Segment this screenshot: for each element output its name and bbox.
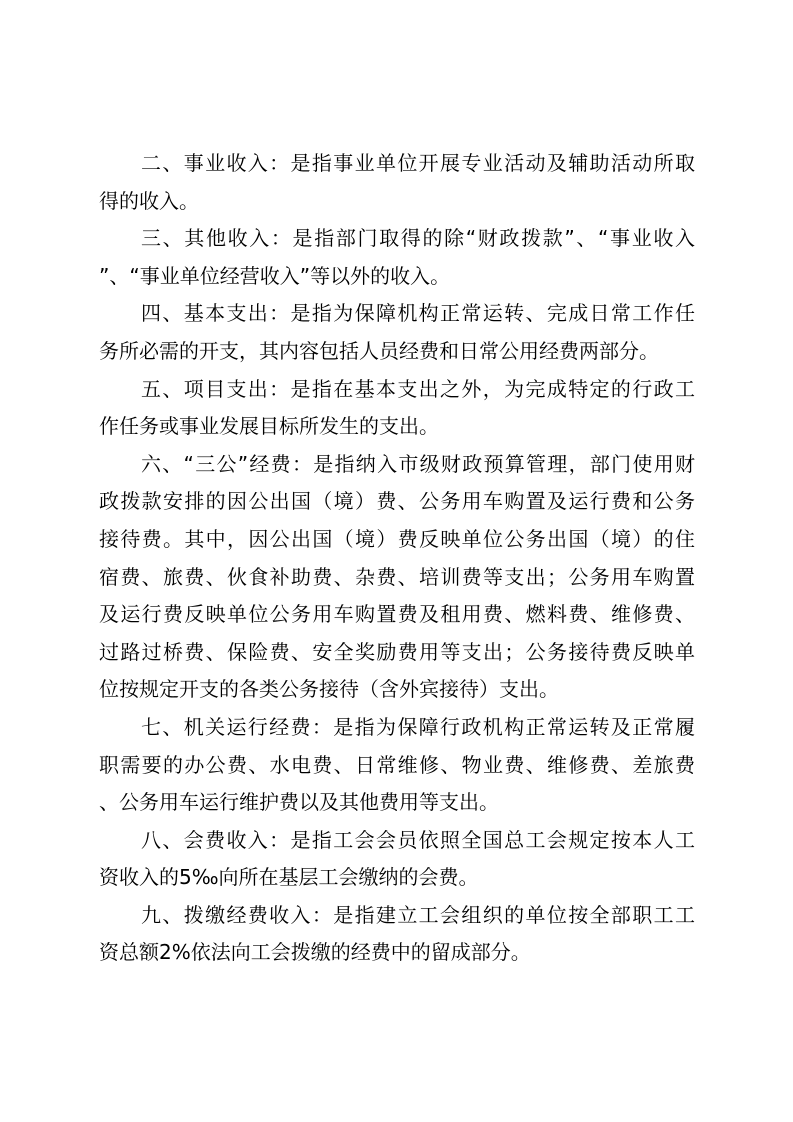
paragraph-er-shiye-shouru bbox=[99, 145, 695, 220]
paragraph-qi-jiguan-yunxing-jingfei bbox=[99, 709, 695, 822]
paragraph-line: 政拨款安排的因公出国（境）费、公务用车购置及运行费和公务 bbox=[99, 489, 695, 514]
paragraph-jiu-bojiao-jingfei-shouru bbox=[99, 897, 695, 972]
paragraph-line: 四、基本支出：是指为保障机构正常运转、完成日常工作任 bbox=[141, 301, 695, 326]
paragraph-line: ”、“事业单位经营收入”等以外的收入。 bbox=[99, 263, 451, 288]
paragraph-line: 接待费。其中，因公出国（境）费反映单位公务出国（境）的住 bbox=[99, 526, 695, 551]
paragraph-line: 三、其他收入：是指部门取得的除“财政拨款”、“事业收入 bbox=[141, 226, 695, 251]
paragraph-line: 位按规定开支的各类公务接待（含外宾接待）支出。 bbox=[99, 677, 559, 702]
paragraph-san-qita-shouru bbox=[99, 220, 695, 295]
paragraph-line: 七、机关运行经费：是指为保障行政机构正常运转及正常履 bbox=[141, 714, 695, 739]
paragraph-liu-sangong-jingfei bbox=[99, 446, 695, 709]
paragraph-line: 二、事业收入：是指事业单位开展专业活动及辅助活动所取 bbox=[141, 151, 695, 175]
paragraph-line: 得的收入。 bbox=[99, 188, 199, 213]
paragraph-line: 及运行费反映单位公务用车购置费及租用费、燃料费、维修费、 bbox=[99, 602, 695, 627]
paragraph-line: 资总额2%依法向工会拨缴的经费中的留成部分。 bbox=[99, 940, 531, 965]
document-body bbox=[99, 145, 695, 972]
paragraph-line: 职需要的办公费、水电费、日常维修、物业费、维修费、差旅费 bbox=[99, 752, 695, 777]
paragraph-line: 过路过桥费、保险费、安全奖励费用等支出；公务接待费反映单 bbox=[99, 639, 695, 664]
paragraph-line: 九、拨缴经费收入：是指建立工会组织的单位按全部职工工 bbox=[141, 902, 695, 927]
paragraph-line: 五、项目支出：是指在基本支出之外，为完成特定的行政工 bbox=[141, 376, 695, 401]
paragraph-line: 六、“三公”经费：是指纳入市级财政预算管理，部门使用财 bbox=[141, 451, 695, 476]
paragraph-si-jiben-zhichu bbox=[99, 295, 695, 370]
paragraph-line: 务所必需的开支，其内容包括人员经费和日常公用经费两部分。 bbox=[99, 338, 659, 363]
paragraph-line: 、公务用车运行维护费以及其他费用等支出。 bbox=[99, 790, 499, 815]
paragraph-line: 宿费、旅费、伙食补助费、杂费、培训费等支出；公务用车购置 bbox=[99, 564, 695, 589]
paragraph-ba-huifei-shouru bbox=[99, 822, 695, 897]
paragraph-wu-xiangmu-zhichu bbox=[99, 371, 695, 446]
paragraph-line: 作任务或事业发展目标所发生的支出。 bbox=[99, 414, 439, 439]
paragraph-line: 资收入的5‰向所在基层工会缴纳的会费。 bbox=[99, 865, 479, 890]
paragraph-line: 八、会费收入：是指工会会员依照全国总工会规定按本人工 bbox=[141, 827, 695, 852]
